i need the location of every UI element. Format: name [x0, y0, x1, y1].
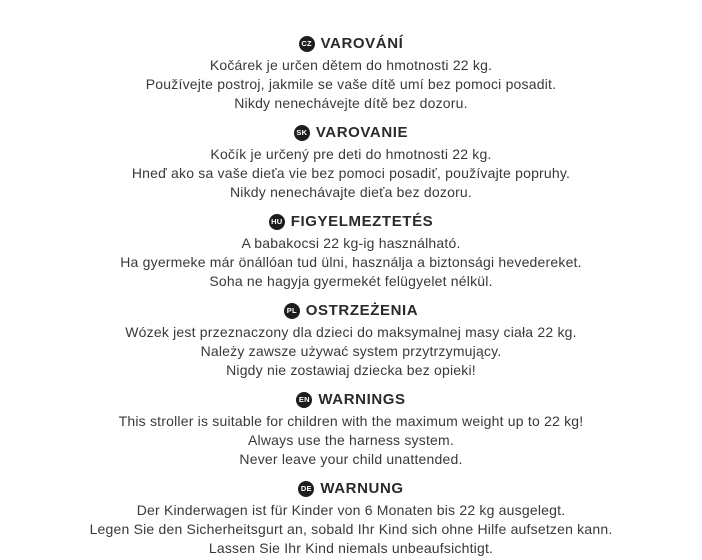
section-heading-en — [0, 390, 702, 409]
warning-line: Nigdy nie zostawiaj dziecka bez opieki! — [226, 362, 476, 378]
lang-badge-de-icon: DE — [298, 481, 314, 497]
warning-line: Kočárek je určen dětem do hmotnosti 22 kg. — [209, 57, 493, 73]
warning-line: A babakocsi 22 kg-ig használható. — [241, 235, 461, 251]
warning-section-cz — [0, 34, 702, 113]
warning-line: Soha ne hagyja gyermekét felügyelet nélkül. — [209, 273, 493, 289]
warning-section-sk — [0, 123, 702, 202]
warning-line: Der Kinderwagen ist für Kinder von 6 Monaten bis 22 kg ausgelegt. — [136, 502, 566, 518]
warning-line: Legen Sie den Sicherheitsgurt an, sobald Ihr Kind sich ohne Hilfe aufsetzen kann. — [89, 521, 613, 537]
warning-section-de — [0, 479, 702, 558]
warning-section-hu — [0, 212, 702, 291]
section-title: VAROVANIE — [315, 124, 409, 141]
warning-section-en — [0, 390, 702, 469]
section-title: OSTRZEŻENIA — [305, 302, 419, 319]
warning-line: Nikdy nenechávajte dieťa bez dozoru. — [229, 184, 473, 200]
lang-badge-en-icon: EN — [296, 392, 312, 408]
section-heading-sk — [0, 123, 702, 142]
warning-line: Lassen Sie Ihr Kind niemals unbeaufsichtigt. — [208, 540, 494, 556]
section-heading-de — [0, 479, 702, 498]
section-title: VAROVÁNÍ — [320, 35, 404, 52]
section-title: FIGYELMEZTETÉS — [290, 213, 434, 230]
warning-section-pl — [0, 301, 702, 380]
section-title: WARNUNG — [320, 480, 404, 497]
warning-line: Používejte postroj, jakmile se vaše dítě umí bez pomoci posadit. — [145, 76, 557, 92]
warning-line: Hneď ako sa vaše dieťa vie bez pomoci posadiť, používajte popruhy. — [131, 165, 571, 181]
warning-line: Kočík je určený pre deti do hmotnosti 22 kg. — [210, 146, 492, 162]
warning-line: Ha gyermeke már önállóan tud ülni, használja a biztonsági hevedereket. — [120, 254, 582, 270]
warning-line: Never leave your child unattended. — [239, 451, 463, 467]
section-heading-pl — [0, 301, 702, 320]
section-heading-hu — [0, 212, 702, 231]
lang-badge-pl-icon: PL — [284, 303, 300, 319]
section-title: WARNINGS — [318, 391, 406, 408]
section-heading-cz — [0, 34, 702, 53]
warning-line: Należy zawsze używać system przytrzymujący. — [200, 343, 502, 359]
warning-line: This stroller is suitable for children with the maximum weight up to 22 kg! — [118, 413, 584, 429]
lang-badge-cz-icon: CZ — [299, 36, 315, 52]
warning-line: Nikdy nenechávejte dítě bez dozoru. — [234, 95, 468, 111]
warning-line: Wózek jest przeznaczony dla dzieci do maksymalnej masy ciała 22 kg. — [125, 324, 577, 340]
lang-badge-sk-icon: SK — [294, 125, 310, 141]
warning-line: Always use the harness system. — [248, 432, 454, 448]
lang-badge-hu-icon: HU — [269, 214, 285, 230]
